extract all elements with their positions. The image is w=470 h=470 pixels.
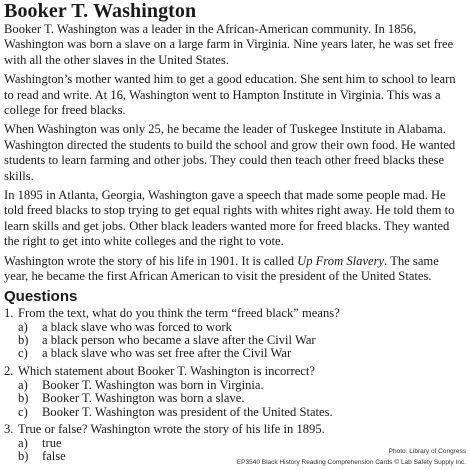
option-letter: b) [18,332,29,347]
paragraph-3: When Washington was only 25, he became the leader of Tuskegee Institute in Alabama. Washington directed the students to build the school and grow their own food. He wanted students to learn farming and other jobs. They could then teach other freed blacks these skills. [4,122,456,183]
option-2b [4,392,466,405]
source-line: EP3540 Black History Reading Comprehension Cards © Lab Safety Supply Inc. [236,459,466,466]
option-2c [4,406,466,419]
paragraph-2: Washington’s mother wanted him to get a good education. She sent him to school to learn to read and write. At 16, Washington went to Hampton Institute in Virginia. This was a college for freed blacks. [4,72,456,118]
option-letter: c) [18,346,28,361]
question-2-options [4,379,466,419]
paragraph-4: In 1895 in Atlanta, Georgia, Washington gave a speech that made some people mad. He told freed blacks to stop trying to get equal rights with whites right away. He told them to learn skills and get jobs. Other black leaders wanted more for freed blacks. They wanted the right to get into white colleges and the right to vote. [4,188,455,249]
option-letter: a) [18,377,28,392]
option-letter: a) [18,435,28,450]
option-letter: c) [18,404,28,419]
option-text: Booker T. Washington was born in Virginia. [42,377,264,392]
question-text: From the text, what do you think the term “freed black” means? [18,305,340,320]
paragraph-5-start: Washington wrote the story of his life in 1901. It is called [4,253,298,268]
question-2 [4,364,466,378]
option-1a [4,321,466,334]
question-1-options [4,321,466,361]
book-title: Up From Slavery [297,253,385,268]
question-number: 1. [4,305,14,320]
option-letter: b) [18,449,29,464]
question-text: True or false? Washington wrote the story of his life in 1895. [18,421,325,436]
page-title: Booker T. Washington [4,0,197,22]
question-text: Which statement about Booker T. Washington is incorrect? [18,363,315,378]
option-text: a black person who became a slave after the Civil War [42,332,316,347]
question-1 [4,306,466,320]
paragraph-1: Booker T. Washington was a leader in the African-American community. In 1856, Washington was born a slave on a large farm in Virginia. Nine years later, he was set free with all the other slaves in the United States. [4,22,454,67]
paragraph-5 [4,254,466,285]
question-number: 2. [4,363,14,378]
option-text: a black slave who was forced to work [42,319,232,334]
paragraph-5-end: . The same year, he became the first African American to visit the president of the United States. [4,253,439,284]
option-1c [4,347,466,360]
photo-credit: Photo: Library of Congress [388,448,466,455]
option-text: Booker T. Washington was born a slave. [42,391,245,406]
option-text: a black slave who was set free after the Civil War [42,346,292,361]
option-2a [4,379,466,392]
question-3 [4,422,466,436]
option-letter: b) [18,391,29,406]
option-text: false [42,449,66,464]
question-number: 3. [4,421,14,436]
option-letter: a) [18,319,28,334]
option-text: true [42,435,62,450]
option-1b [4,334,466,347]
option-text: Booker T. Washington was president of the United States. [42,404,333,419]
questions-heading: Questions [4,287,78,305]
